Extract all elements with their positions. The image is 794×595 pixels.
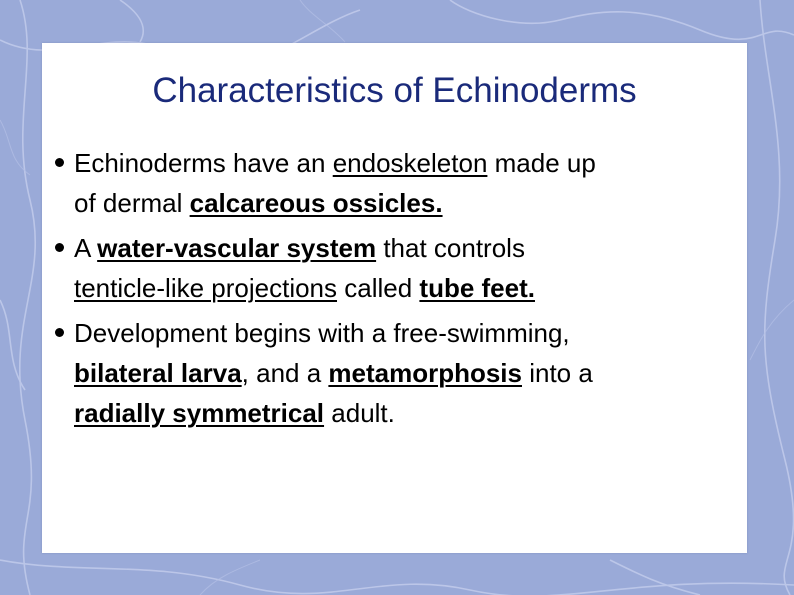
- bullet-line: [74, 143, 739, 183]
- key-term: tenticle-like projections: [74, 273, 338, 303]
- key-term: radially symmetrical: [74, 398, 325, 428]
- bullet-line: [74, 228, 739, 268]
- text-segment: Echinoderms have an: [74, 148, 333, 178]
- text-segment: , and a: [241, 358, 329, 388]
- text-segment: that controls: [376, 233, 525, 263]
- bullet-line: [74, 183, 739, 223]
- key-term: metamorphosis: [328, 358, 522, 388]
- slide-title: Characteristics of Echinoderms: [152, 71, 637, 110]
- bullet-text: [74, 228, 739, 308]
- slide-canvas: [42, 43, 747, 553]
- text-segment: A: [74, 233, 98, 263]
- key-term: endoskeleton: [332, 148, 488, 178]
- text-segment: into a: [522, 358, 593, 388]
- bullet-text: [74, 143, 739, 223]
- bullet-line: [74, 353, 739, 393]
- text-segment: called: [337, 273, 420, 303]
- bullet-dot-icon: [55, 243, 64, 252]
- bullet-line: [74, 313, 739, 353]
- bullet-dot-icon: [55, 328, 64, 337]
- text-segment: adult.: [324, 398, 395, 428]
- key-term: bilateral larva: [74, 358, 242, 388]
- bullet-text: [74, 313, 739, 433]
- key-term: calcareous ossicles.: [189, 188, 443, 218]
- text-segment: of dermal: [74, 188, 190, 218]
- bullet-dot-icon: [55, 158, 64, 167]
- text-segment: Development begins with a free-swimming,: [74, 318, 570, 348]
- bullet-line: [74, 268, 739, 308]
- key-term: water-vascular system: [97, 233, 377, 263]
- key-term: tube feet.: [419, 273, 535, 303]
- text-segment: made up: [487, 148, 596, 178]
- bullet-line: [74, 393, 739, 433]
